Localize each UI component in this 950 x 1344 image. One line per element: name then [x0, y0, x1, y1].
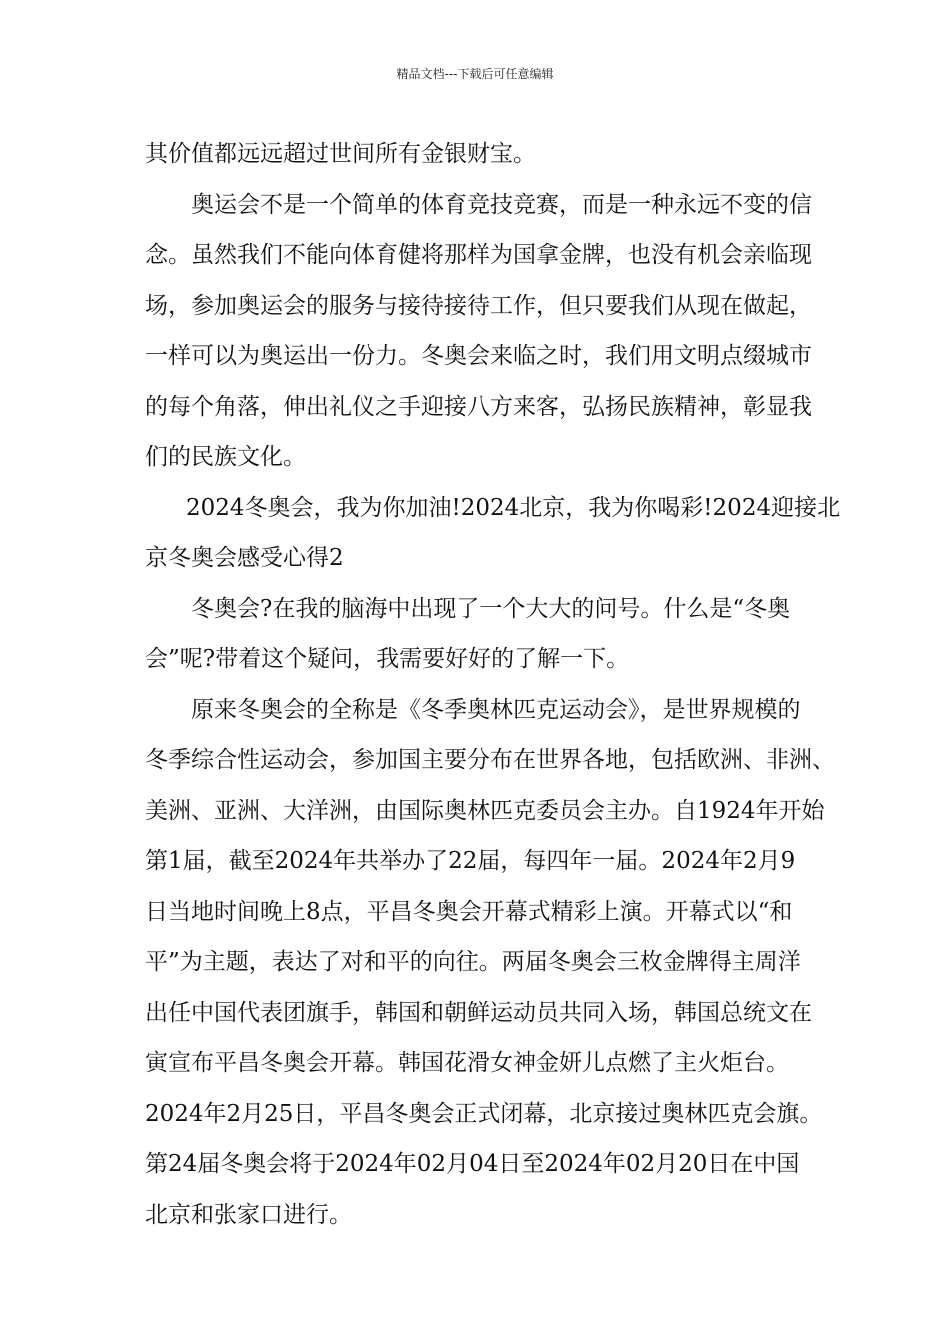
text-line: 冬奥会?在我的脑海中出现了一个大大的问号。什么是“冬奥	[191, 595, 791, 622]
text-line: 2024冬奥会，我为你加油!2024北京，我为你喝彩!2024迎接北	[186, 494, 841, 521]
text-line: 原来冬奥会的全称是《冬季奥林匹克运动会》，是世界规模的	[191, 696, 801, 723]
text-line: 美洲、亚洲、大洋洲，由国际奥林匹克委员会主办。自1924年开始	[145, 797, 825, 824]
text-line: 的每个角落，伸出礼仪之手迎接八方来客，弘扬民族精神，彰显我	[145, 393, 812, 420]
text-line: 一样可以为奥运出一份力。冬奥会来临之时，我们用文明点缀城市	[145, 343, 812, 369]
text-line: 平”为主题，表达了对和平的向往。两届冬奥会三枚金牌得主周洋	[145, 949, 801, 975]
text-line: 北京和张家口进行。	[145, 1201, 352, 1228]
text-line: 第1届，截至2024年共举办了22届，每四年一届。2024年2月9	[145, 848, 796, 874]
text-line: 2024年2月25日，平昌冬奥会正式闭幕，北京接过奥林匹克会旗。	[145, 1100, 823, 1127]
document-body	[145, 129, 841, 1240]
text-line: 会”呢?带着这个疑问，我需要好好的了解一下。	[145, 646, 630, 672]
text-line: 其价值都远远超过世间所有金银财宝。	[145, 141, 536, 167]
text-line: 第24届冬奥会将于2024年02月04日至2024年02月20日在中国	[145, 1151, 800, 1177]
text-line: 场，参加奥运会的服务与接待接待工作，但只要我们从现在做起，	[145, 292, 812, 319]
text-line: 出任中国代表团旗手，韩国和朝鲜运动员共同入场，韩国总统文在	[145, 999, 812, 1026]
text-line: 们的民族文化。	[145, 444, 306, 470]
text-line: 奥运会不是一个简单的体育竞技竞赛，而是一种永远不变的信	[191, 191, 812, 218]
text-line: 念。虽然我们不能向体育健将那样为国拿金牌，也没有机会亲临现	[145, 242, 812, 268]
page-header: 精品文档---下载后可任意编辑	[396, 67, 554, 81]
text-line: 日当地时间晚上8点，平昌冬奥会开幕式精彩上演。开幕式以“和	[145, 898, 793, 925]
text-line: 冬季综合性运动会，参加国主要分布在世界各地，包括欧洲、非洲、	[145, 747, 835, 773]
text-line: 寅宣布平昌冬奥会开幕。韩国花滑女神金妍儿点燃了主火炬台。	[145, 1050, 789, 1076]
text-line: 京冬奥会感受心得2	[145, 545, 344, 571]
